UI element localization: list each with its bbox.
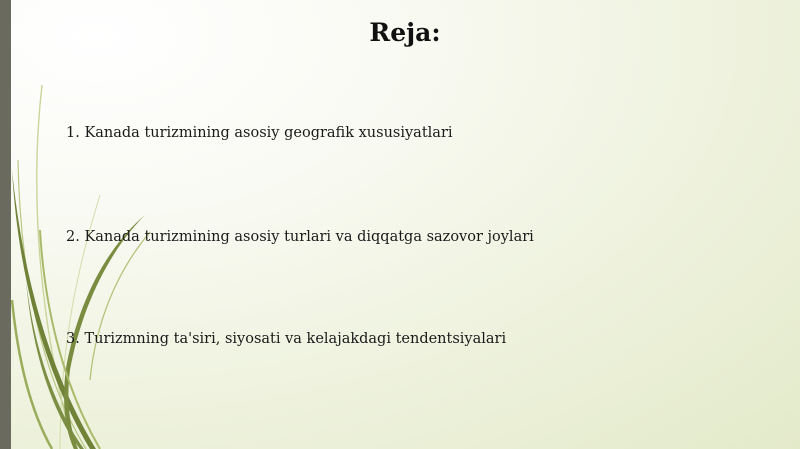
plan-item-2: 2. Kanada turizmining asosiy turlari va diqqatga sazovor joylari xyxy=(66,229,534,245)
plan-item-1: 1. Kanada turizmining asosiy geografik xususiyatlari xyxy=(66,125,453,141)
plan-item-3: 3. Turizmning ta'siri, siyosati va kelajakdagi tendentsiyalari xyxy=(66,331,507,347)
slide-title: Reja: xyxy=(369,18,441,47)
